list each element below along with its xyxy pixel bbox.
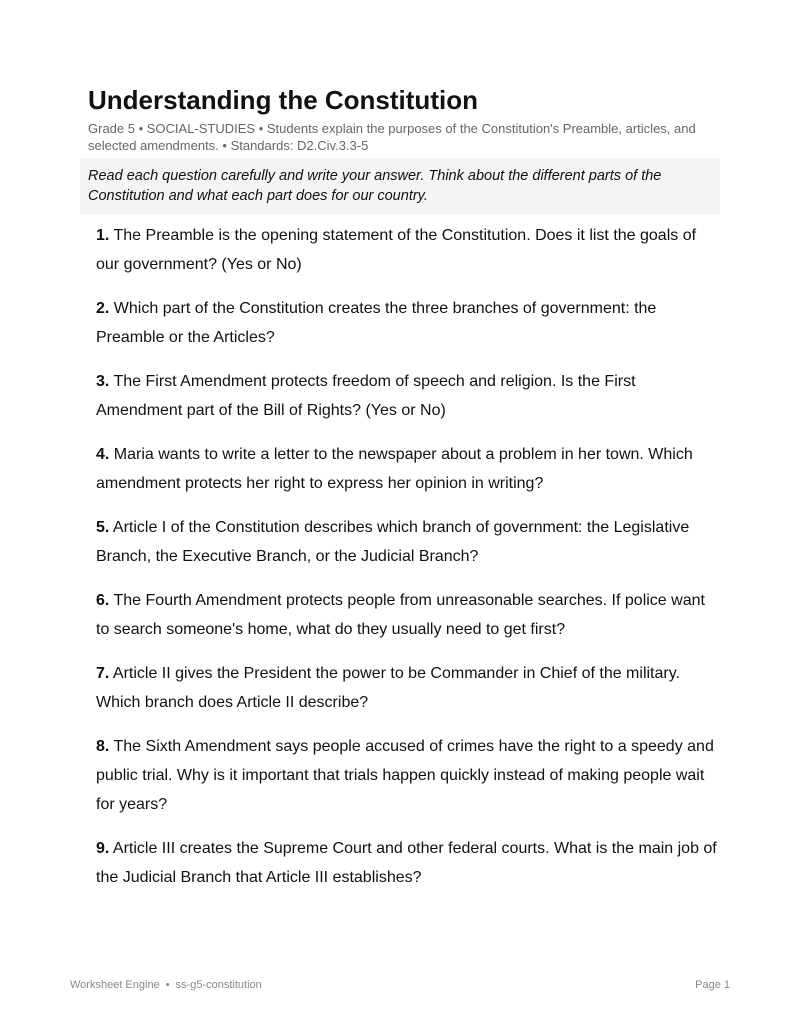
question-number: 8.	[96, 738, 110, 755]
question-text: The Sixth Amendment says people accused of crimes have the right to a speedy and public trial. Why is it important that trials happen quickly instead of making people wait for years?	[96, 738, 714, 813]
question-text: Article III creates the Supreme Court and other federal courts. What is the main job of the Judicial Branch that Article III establishes?	[96, 840, 717, 886]
question-number: 9.	[96, 840, 110, 857]
question-list	[96, 221, 721, 907]
page-subtitle: Grade 5 • SOCIAL-STUDIES • Students explain the purposes of the Constitution's Preamble, articles, and selected amendments. • Standards: D2.Civ.3.3-5	[88, 121, 696, 153]
footer-doc-id: ss-g5-constitution	[175, 979, 262, 991]
question-item	[96, 513, 721, 571]
question-text: Article II gives the President the power to be Commander in Chief of the military. Which branch does Article II describe?	[96, 665, 680, 711]
question-number: 7.	[96, 665, 110, 682]
question-text: The Fourth Amendment protects people from unreasonable searches. If police want to search someone's home, what do they usually need to get first?	[96, 592, 705, 638]
question-item	[96, 221, 721, 279]
question-number: 3.	[96, 373, 110, 390]
question-item	[96, 834, 721, 892]
question-text: Article I of the Constitution describes which branch of government: the Legislative Branch, the Executive Branch, or the Judicial Branch?	[96, 519, 690, 565]
question-number: 4.	[96, 446, 110, 463]
page-title: Understanding the Constitution	[88, 85, 478, 115]
footer-engine: Worksheet Engine	[70, 979, 160, 991]
question-text: Maria wants to write a letter to the newspaper about a problem in her town. Which amendment protects her right to express her opinion in writing?	[96, 446, 693, 492]
question-text: The First Amendment protects freedom of speech and religion. Is the First Amendment part of the Bill of Rights? (Yes or No)	[96, 373, 636, 419]
question-text: Which part of the Constitution creates the three branches of government: the Preamble or the Articles?	[96, 300, 657, 346]
question-item	[96, 732, 721, 819]
instructions-box: Read each question carefully and write your answer. Think about the different parts of the Constitution and what each part does for our country.	[80, 158, 720, 214]
question-item	[96, 586, 721, 644]
question-number: 5.	[96, 519, 110, 536]
page-number: Page 1	[695, 979, 730, 991]
question-number: 1.	[96, 227, 110, 244]
question-number: 2.	[96, 300, 110, 317]
question-item	[96, 659, 721, 717]
footer-source	[70, 978, 262, 992]
question-item	[96, 367, 721, 425]
question-item	[96, 440, 721, 498]
question-number: 6.	[96, 592, 110, 609]
question-text: The Preamble is the opening statement of the Constitution. Does it list the goals of our government? (Yes or No)	[96, 227, 697, 273]
footer-separator: •	[165, 979, 170, 991]
question-item	[96, 294, 721, 352]
